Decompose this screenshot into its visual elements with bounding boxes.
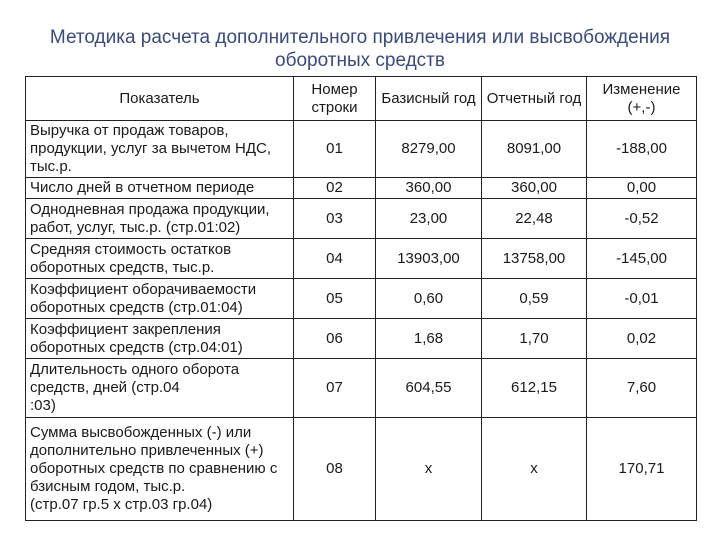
header-change: Изменение (+,-) (587, 77, 697, 121)
row-base-value: 604,55 (376, 359, 482, 418)
row-number: 08 (294, 418, 376, 521)
row-base-value: 8279,00 (376, 121, 482, 178)
row-report-value: 0,59 (482, 279, 587, 319)
turnover-table (25, 76, 697, 521)
row-base-value: 13903,00 (376, 239, 482, 279)
header-indicator: Показатель (26, 77, 294, 121)
row-base-value: 1,68 (376, 319, 482, 359)
title-line-1: Методика расчета дополнительного привлечения или высвобождения (49, 27, 671, 48)
row-base-value: 360,00 (376, 178, 482, 199)
row-indicator: Однодневная продажа продукции, работ, услуг, тыс.р. (стр.01:02) (26, 199, 294, 239)
row-base-value: 0,60 (376, 279, 482, 319)
table-row (26, 418, 697, 521)
row-report-value: 360,00 (482, 178, 587, 199)
row-change-value: -0,52 (587, 199, 697, 239)
slide-title (0, 26, 720, 72)
row-indicator: Сумма высвобожденных (-) или дополнительно привлеченных (+) оборотных средств по сравнению с бзисным годом, тыс.р. (стр.07 гр.5 х стр.03 гр.04) (26, 418, 294, 521)
row-number: 04 (294, 239, 376, 279)
row-report-value: 8091,00 (482, 121, 587, 178)
row-number: 03 (294, 199, 376, 239)
table-row (26, 178, 697, 199)
row-change-value: -145,00 (587, 239, 697, 279)
row-indicator: Число дней в отчетном периоде (26, 178, 294, 199)
row-indicator: Коэффициент оборачиваемости оборотных средств (стр.01:04) (26, 279, 294, 319)
header-row-number: Номер строки (294, 77, 376, 121)
row-change-value: 0,00 (587, 178, 697, 199)
row-change-value: 0,02 (587, 319, 697, 359)
row-base-value: 23,00 (376, 199, 482, 239)
row-change-value: 170,71 (587, 418, 697, 521)
row-number: 06 (294, 319, 376, 359)
row-number: 07 (294, 359, 376, 418)
row-report-value: 13758,00 (482, 239, 587, 279)
table-row (26, 319, 697, 359)
row-report-value: 612,15 (482, 359, 587, 418)
row-number: 05 (294, 279, 376, 319)
row-report-value: 22,48 (482, 199, 587, 239)
row-change-value: -0,01 (587, 279, 697, 319)
table-row (26, 121, 697, 178)
row-report-value: 1,70 (482, 319, 587, 359)
row-indicator: Длительность одного оборота средств, дней (стр.04 :03) (26, 359, 294, 418)
table-row (26, 199, 697, 239)
header-base-year: Базисный год (376, 77, 482, 121)
row-indicator: Выручка от продаж товаров, продукции, услуг за вычетом НДС, тыс.р. (26, 121, 294, 178)
table-row (26, 359, 697, 418)
title-line-2: оборотных средств (275, 50, 445, 71)
table-row (26, 279, 697, 319)
row-base-value: х (376, 418, 482, 521)
row-report-value: х (482, 418, 587, 521)
table-row (26, 239, 697, 279)
row-change-value: 7,60 (587, 359, 697, 418)
row-change-value: -188,00 (587, 121, 697, 178)
row-number: 02 (294, 178, 376, 199)
row-number: 01 (294, 121, 376, 178)
turnover-table-container (25, 76, 696, 520)
row-indicator: Средняя стоимость остатков оборотных средств, тыс.р. (26, 239, 294, 279)
row-indicator: Коэффициент закрепления оборотных средств (стр.04:01) (26, 319, 294, 359)
table-header-row (26, 77, 697, 121)
header-report-year: Отчетный год (482, 77, 587, 121)
